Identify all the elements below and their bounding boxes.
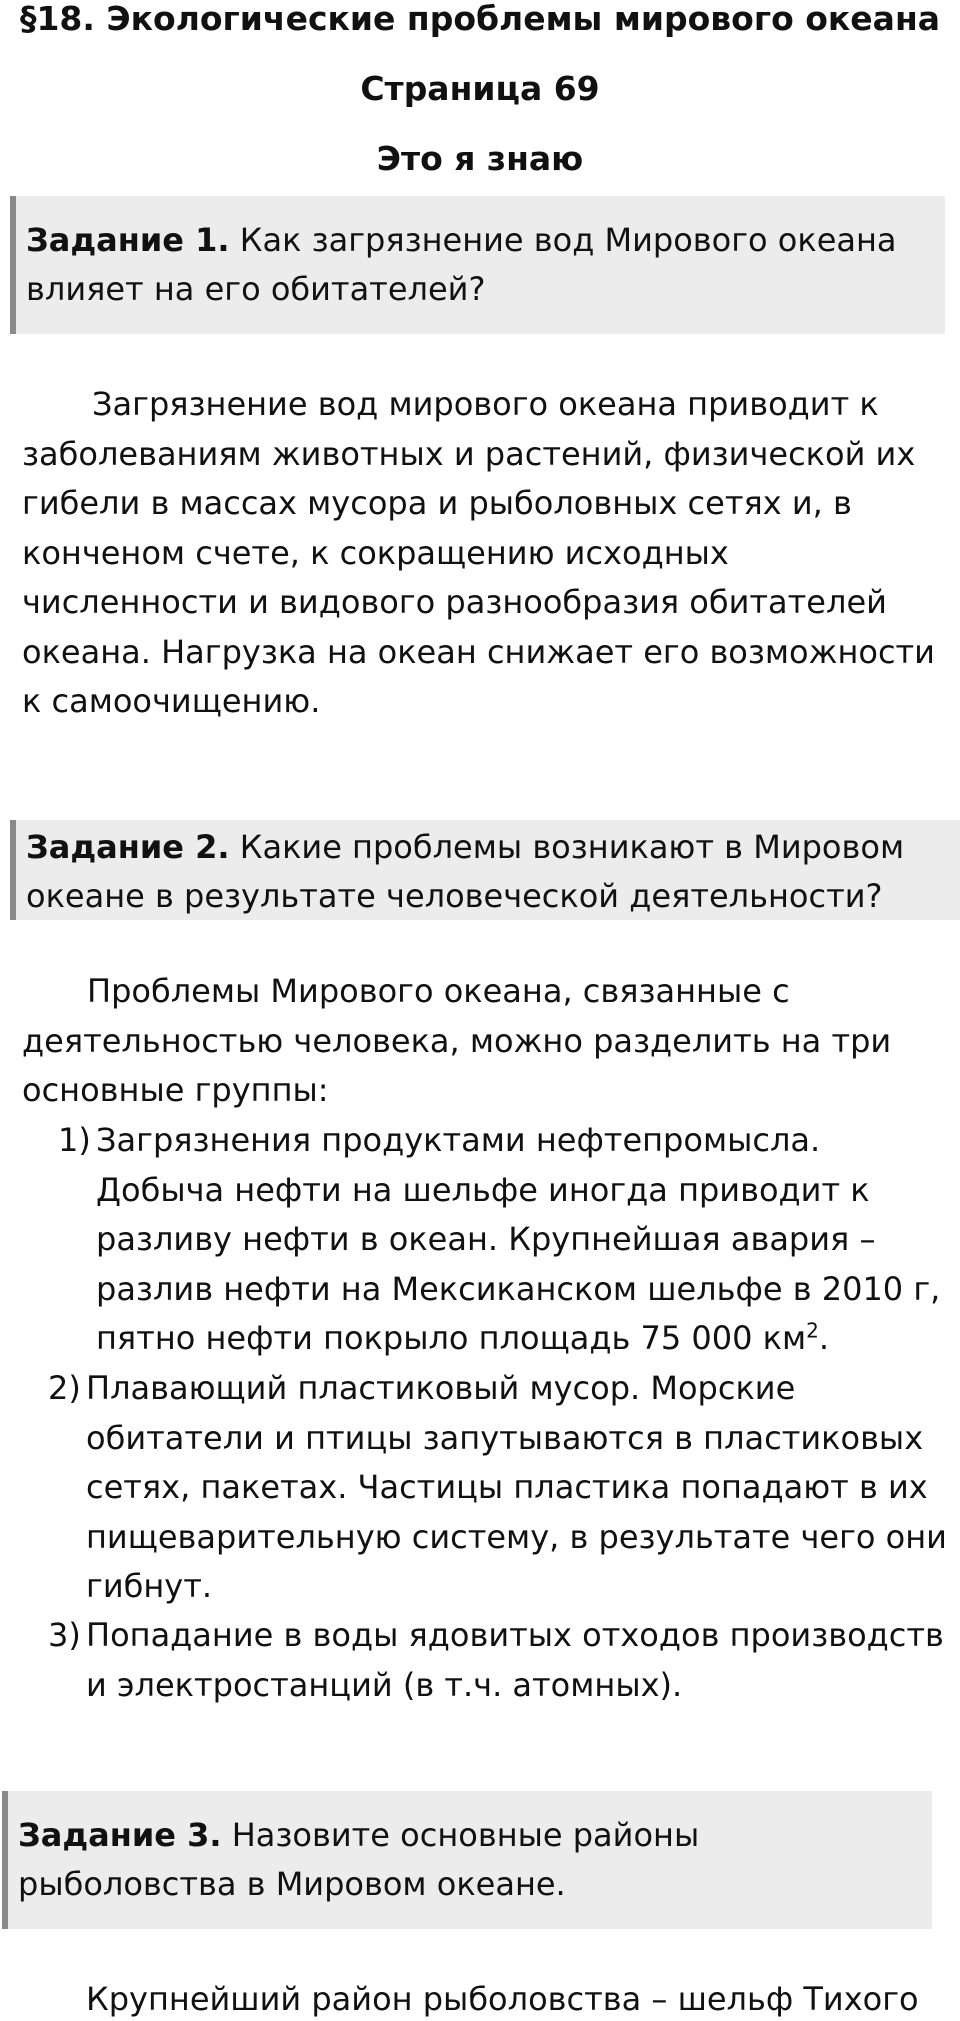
page-number-heading: Страница 69 [360,69,600,108]
list-item [48,1364,948,1612]
list-item-1-tail: . [818,1319,830,1357]
section-title: §18. Экологические проблемы мирового океана [19,0,941,38]
task-1-question: Как загрязнение вод Мирового океана влияет на его обитателей? [26,221,897,308]
list-item-1-text: Загрязнения продуктами нефтепромысла. Добыча нефти на шельфе иногда приводит к разливу нефти в океан. Крупнейшая авария – разлив нефти на Мексиканском шельфе в 2010 г, пятно нефти покрыло площадь 75 000 км [96,1121,941,1357]
list-item-number: 1) [58,1121,91,1159]
list-item [48,1611,948,1710]
list-item-2-text: Плавающий пластиковый мусор. Морские обитатели и птицы запутываются в пластиковых сетях, пакетах. Частицы пластика попадают в их пищеварительную систему, в результате чего они гибнут. [86,1369,947,1605]
superscript: 2 [806,1318,819,1343]
list-item-text [58,1116,958,1364]
list-item [58,1116,958,1364]
task-3-label: Задание 3. [18,1816,222,1854]
task-2-label: Задание 2. [26,828,230,866]
task-1-answer: Загрязнение вод мирового океана приводит к заболеваниям животных и растений, физической их гибели в массах мусора и рыболовных сетях и, в конченом счете, к сокращению исходных численности и видового разнообразия обитателей океана. Нагрузка на океан снижает его возможности к самоочищению. [22,385,935,720]
task-2-question: Какие проблемы возникают в Мировом океане в результате человеческой деятельности? [26,828,905,915]
task-2-answer-intro: Проблемы Мирового океана, связанные с деятельностью человека, можно разделить на три основные группы: [22,972,892,1109]
task-1-label: Задание 1. [26,221,230,259]
list-item-number: 3) [48,1616,81,1654]
task-3-box [2,1791,932,1929]
section-subtitle: Это я знаю [376,139,584,178]
task-1-box [10,196,945,334]
list-item-number: 2) [48,1369,81,1407]
task-3-question: Назовите основные районы рыболовства в Мировом океане. [18,1816,700,1903]
task-3-answer: Крупнейший район рыболовства – шельф Тихого [86,1980,919,2018]
task-2-box [10,820,960,920]
list-item-3-text: Попадание в воды ядовитых отходов производств и электростанций (в т.ч. атомных). [86,1616,944,1704]
